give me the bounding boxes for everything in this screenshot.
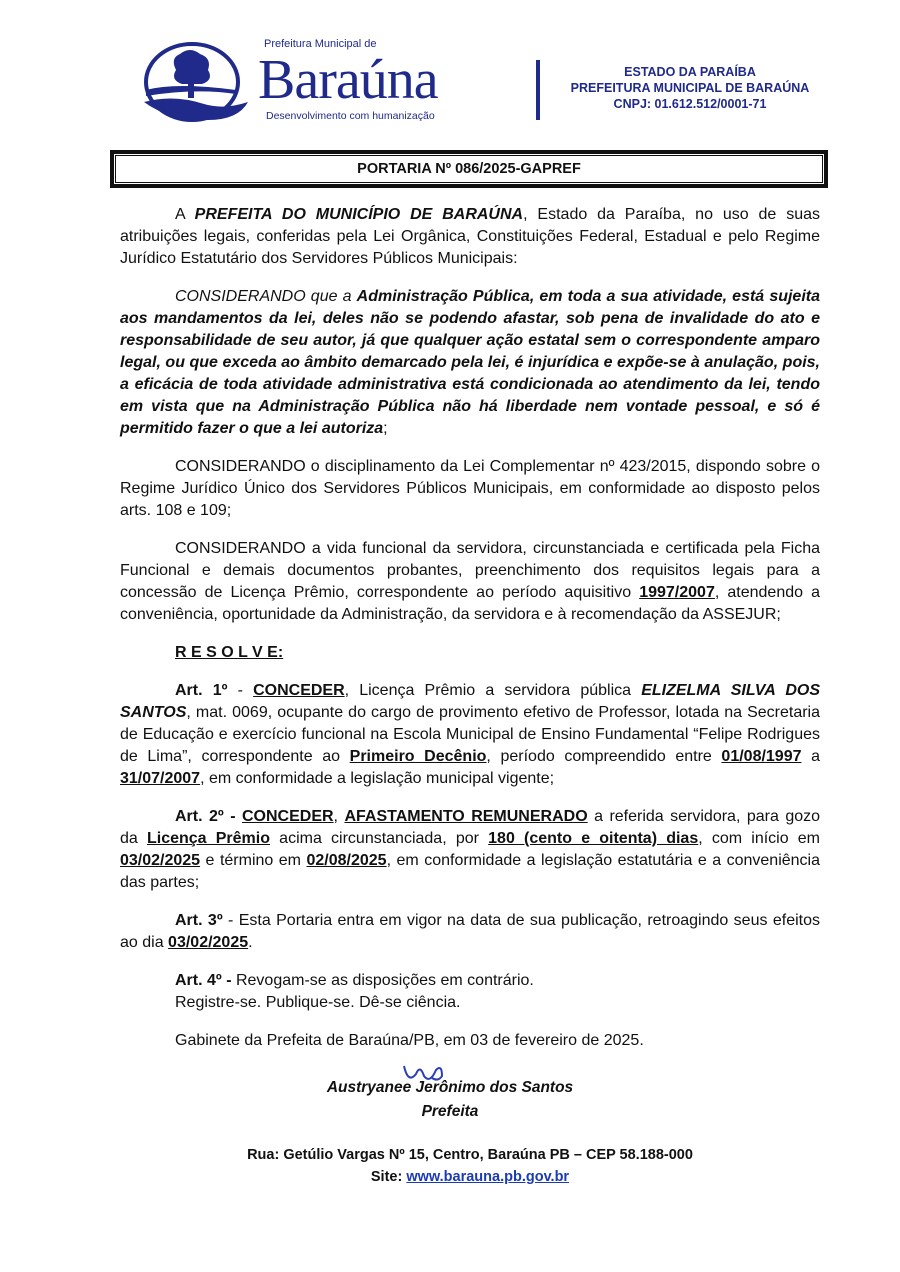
text-segment: , em conformidade a legislação municipal vigente; xyxy=(200,770,555,787)
text-segment: Art. 2º - xyxy=(175,808,242,825)
text-segment: Primeiro Decênio xyxy=(349,748,487,765)
handwritten-signature-icon xyxy=(400,1062,460,1088)
cnpj-line: CNPJ: 01.612.512/0001-71 xyxy=(613,97,767,111)
text-segment: CONSIDERANDO xyxy=(175,288,306,305)
paragraph-intro xyxy=(120,204,820,270)
text-segment: que a xyxy=(305,288,357,305)
text-segment: CONSIDERANDO o disciplinamento da Lei Complementar nº 423/2015, dispondo sobre o Regime Jurídico Único dos Servidores Públicos Municipais, em conformidade ao disposto pelos arts. 108 e 109; xyxy=(120,458,820,519)
text-segment: Art. 1º xyxy=(175,682,228,699)
text-segment: 03/02/2025 xyxy=(120,852,201,869)
text-segment: a referida servidora, para gozo da xyxy=(120,808,821,847)
municipal-logo xyxy=(140,38,530,124)
site-link[interactable]: www.barauna.pb.gov.br xyxy=(406,1169,570,1185)
document-body xyxy=(120,204,820,1188)
text-segment: a xyxy=(801,748,821,765)
signature-block xyxy=(300,1076,600,1124)
text-segment: - Esta Portaria entra em vigor na data de sua publicação, retroagindo seus efeitos ao dia xyxy=(120,912,820,951)
text-segment: R E S O L V E: xyxy=(175,644,284,661)
text-segment: Registre-se. Publique-se. Dê-se ciência. xyxy=(175,994,461,1011)
paragraph-considerando-3 xyxy=(120,538,820,626)
brand-name: Baraúna xyxy=(258,49,438,111)
text-segment: , mat. 0069, ocupante do cargo de provimento efetivo de Professor, lotada na Secretaria de Educação e exercício funcional na Escola Municipal de Ensino Fundamental “Felipe Rodrigues de Lima”, correspondente ao xyxy=(120,704,820,765)
text-segment: CONCEDER xyxy=(241,808,334,825)
text-segment: 02/08/2025 xyxy=(306,852,387,869)
text-segment: PREFEITA DO MUNICÍPIO DE BARAÚNA xyxy=(194,206,524,223)
municipality-line: PREFEITURA MUNICIPAL DE BARAÚNA xyxy=(570,81,810,95)
signatory-role: Prefeita xyxy=(421,1103,479,1120)
text-segment: Art. 4º - xyxy=(175,972,232,989)
text-segment: Administração Pública, em toda a sua atividade, está sujeita aos mandamentos da lei, deles não se podendo afastar, sob pena de invalidade do ato e responsabilidade de seu autor, já que qualquer ação estatal sem o correspondente amparo legal, ou que exceda ao âmbito demarcado pela lei, é injurídica e expõe-se à anulação, pois, a eficácia de toda atividade administrativa está condicionada ao atendimento da lei, tendo em vista que na Administração Pública não há liberdade nem vontade pessoal, e só é permitido fazer o que a lei autoriza xyxy=(120,288,821,437)
text-segment: Revogam-se as disposições em contrário. xyxy=(231,972,534,989)
article-3 xyxy=(120,910,820,954)
text-segment: acima circunstanciada, por xyxy=(270,830,489,847)
paragraph-considerando-2 xyxy=(120,456,820,522)
text-segment: , Licença Prêmio a servidora pública xyxy=(344,682,642,699)
text-segment: 180 (cento e oitenta) dias xyxy=(488,830,699,847)
site-label: Site: xyxy=(370,1169,403,1185)
resolve-heading xyxy=(120,642,820,664)
text-segment: AFASTAMENTO REMUNERADO xyxy=(344,808,588,825)
footer xyxy=(120,1144,820,1188)
text-segment: 01/08/1997 xyxy=(721,748,802,765)
signatory-name: Austryanee Jerônimo dos Santos xyxy=(326,1079,574,1096)
state-line: ESTADO DA PARAÍBA xyxy=(624,65,756,79)
text-segment: Licença Prêmio xyxy=(146,830,270,847)
place-date xyxy=(120,1030,820,1052)
header-divider xyxy=(536,60,540,120)
text-segment: A xyxy=(175,206,195,223)
text-segment: ; xyxy=(383,420,388,437)
article-1 xyxy=(120,680,820,790)
text-segment: 1997/2007 xyxy=(639,584,715,601)
text-segment: e término em xyxy=(200,852,307,869)
tree-emblem-icon xyxy=(140,40,250,122)
text-segment: , atendendo a conveniência, oportunidade da Administração, da servidora e à recomendação da ASSEJUR; xyxy=(120,584,820,623)
brand-prefix: Prefeitura Municipal de xyxy=(264,38,377,50)
text-segment: ELIZELMA SILVA DOS SANTOS xyxy=(120,682,820,721)
portaria-number: PORTARIA Nº 086/2025-GAPREF xyxy=(357,161,581,177)
text-segment: , Estado da Paraíba, no uso de suas atribuições legais, conferidas pela Lei Orgânica, Constituições Federal, Estadual e pelo Regime Jurídico Estatutário dos Servidores Públicos Municipais: xyxy=(120,206,820,267)
text-segment: . xyxy=(248,934,253,951)
article-2 xyxy=(120,806,820,894)
footer-address: Rua: Getúlio Vargas Nº 15, Centro, Baraúna PB – CEP 58.188-000 xyxy=(247,1147,693,1163)
text-segment: , xyxy=(333,808,345,825)
text-segment: , com início em xyxy=(698,830,821,847)
brand-tagline: Desenvolvimento com humanização xyxy=(266,110,435,122)
text-segment: , período compreendido entre xyxy=(486,748,722,765)
document-title xyxy=(110,150,828,188)
paragraph-considerando-1 xyxy=(120,286,820,440)
text-segment: CONSIDERANDO a vida funcional da servidora, circunstanciada e certificada pela Ficha Funcional e demais documentos probantes, preenchimento dos requisitos legais para a concessão de Licença Prêmio, correspondente ao período aquisitivo xyxy=(120,540,820,601)
text-segment: - xyxy=(227,682,254,699)
text-segment: CONCEDER xyxy=(253,682,345,699)
publish-statement xyxy=(120,992,820,1014)
text-segment: 31/07/2007 xyxy=(120,770,201,787)
article-4 xyxy=(120,970,820,992)
text-segment: , em conformidade a legislação estatutária e a conveniência das partes; xyxy=(120,852,820,891)
text-segment: Art. 3º xyxy=(175,912,223,929)
text-segment: Gabinete da Prefeita de Baraúna/PB, em 03 de fevereiro de 2025. xyxy=(175,1032,644,1049)
text-segment: 03/02/2025 xyxy=(168,934,249,951)
state-info xyxy=(545,64,835,112)
